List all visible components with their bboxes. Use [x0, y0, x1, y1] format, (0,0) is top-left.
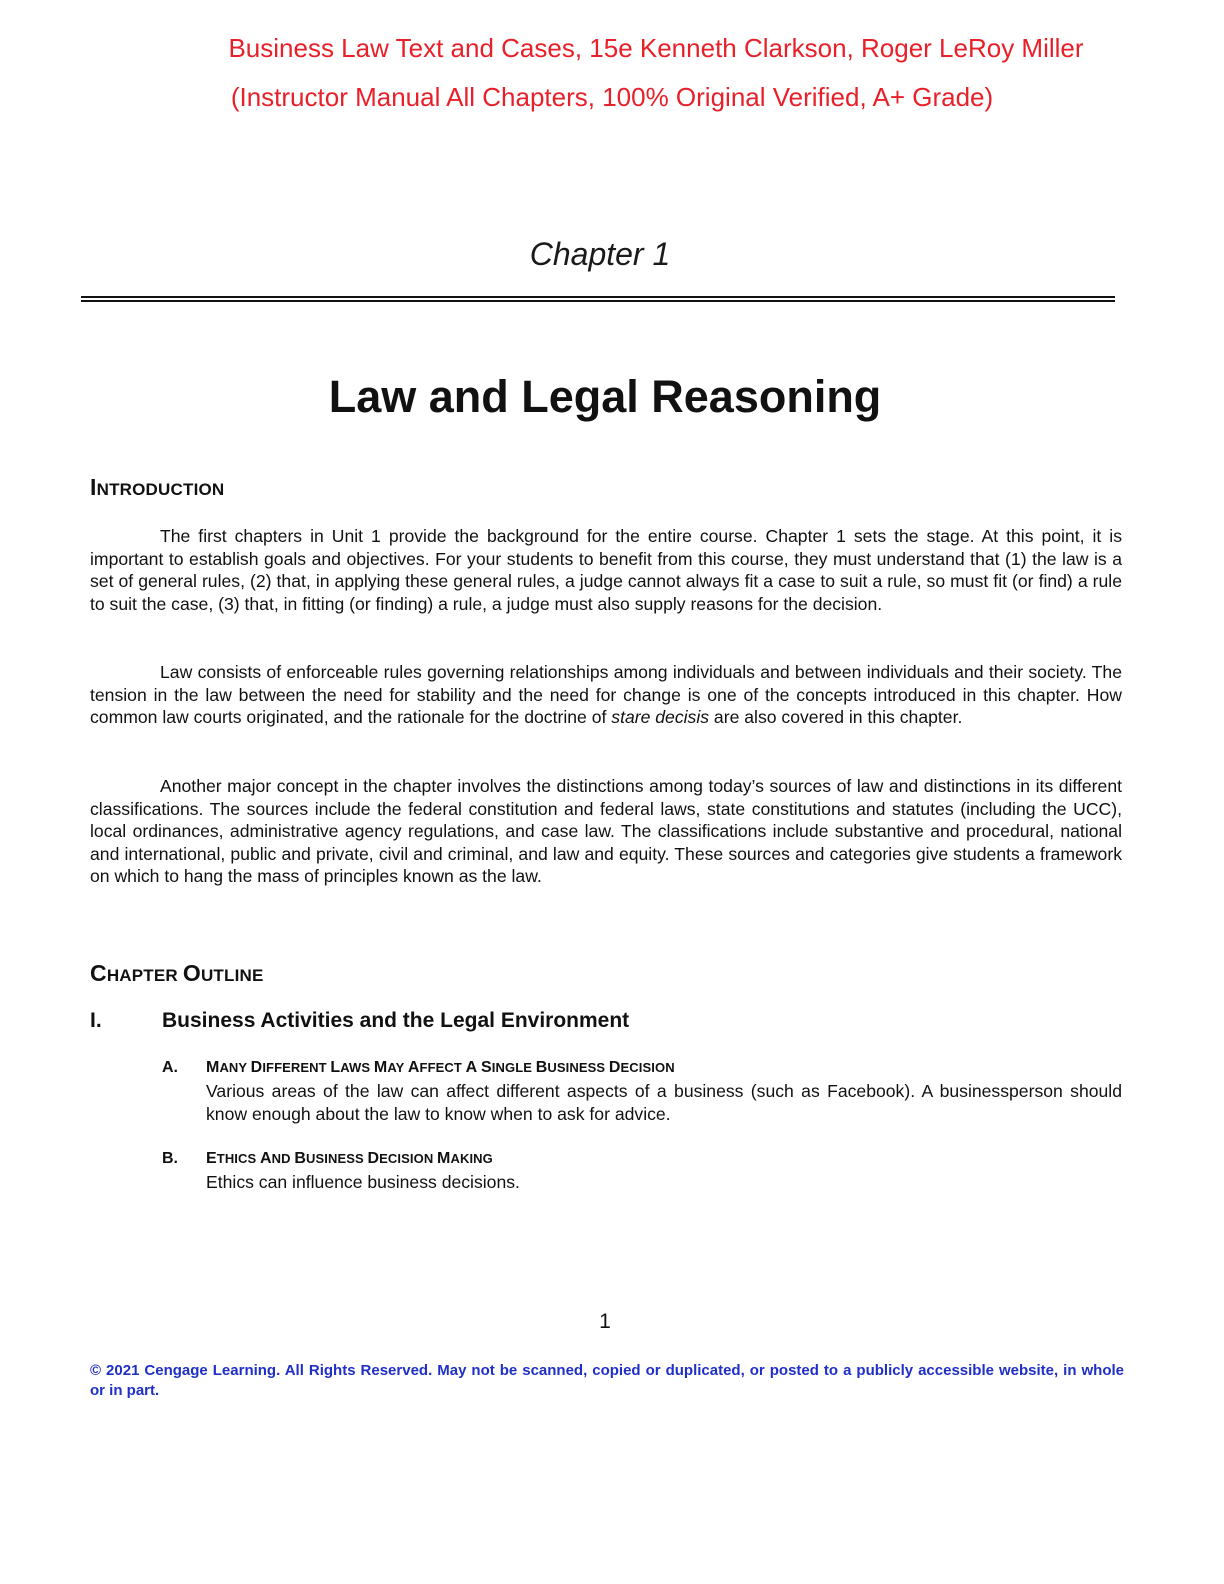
- chapter-label: Chapter 1: [529, 236, 671, 272]
- outline-item-a-body: Various areas of the law can affect different aspects of a business (such as Facebook). A businessperson should know enough about the law to know when to ask for advice.: [206, 1081, 1122, 1124]
- outline-heading-part-1: HAPTER: [106, 966, 183, 985]
- chapter-outline-heading: [90, 960, 264, 987]
- outline-item-b-title: ETHICS AND BUSINESS DECISION MAKING: [206, 1150, 493, 1167]
- banner-line-2: (Instructor Manual All Chapters, 100% Original Verified, A+ Grade): [230, 82, 994, 112]
- page-number: 1: [599, 1310, 611, 1333]
- intro-paragraph-2: [90, 661, 1122, 729]
- copyright-footer: © 2021 Cengage Learning. All Rights Reserved. May not be scanned, copied or duplicated, or posted to a publicly accessible website, in whole or in part.: [90, 1362, 1124, 1399]
- divider-rule-bottom: [81, 300, 1115, 302]
- intro-paragraph-3: Another major concept in the chapter involves the distinctions among today’s sources of law and distinctions in its different classifications. The sources include the federal constitution and federal laws, state constitutions and statutes (including the UCC), local ordinances, administrative agency regulations, and case law. The classifications include substantive and procedural, national and international, public and private, civil and criminal, and law and equity. These sources and categories give students a framework on which to hang the mass of principles known as the law.: [90, 776, 1122, 887]
- introduction-heading: [90, 474, 224, 501]
- intro-paragraph-2-text-a: Law consists of enforceable rules governing relationships among individuals and between individuals and their society. The tension in the law between the need for stability and the need for change is one of the concepts introduced in this chapter. How common law courts originated, and the rationale for the doctrine of: [90, 662, 1122, 728]
- outline-heading-part-2: UTLINE: [200, 966, 264, 985]
- introduction-heading-initial: I: [90, 474, 97, 500]
- intro-paragraph-2-text-b: are also covered in this chapter.: [709, 707, 963, 728]
- introduction-heading-rest: NTRODUCTION: [96, 480, 225, 499]
- intro-paragraph-1: The first chapters in Unit 1 provide the background for the entire course. Chapter 1 sets the stage. At this point, it is important to establish goals and objectives. For your students to benefit from this course, they must understand that (1) the law is a set of general rules, (2) that, in applying these general rules, a judge cannot always fit a case to suit a rule, so must fit (or find) a rule to suit the case, (3) that, in fitting (or finding) a rule, a judge must also supply reasons for the decision.: [90, 526, 1122, 614]
- outline-section-title: Business Activities and the Legal Environment: [162, 1009, 630, 1032]
- outline-heading-initial-o: O: [182, 960, 201, 986]
- outline-item-a-letter: A.: [162, 1059, 178, 1076]
- outline-item-a-title: MANY DIFFERENT LAWS MAY AFFECT A SINGLE BUSINESS DECISION: [206, 1059, 675, 1076]
- outline-heading-initial-c: C: [90, 960, 107, 986]
- outline-item-b-letter: B.: [162, 1150, 178, 1167]
- outline-section-numeral: I.: [90, 1009, 102, 1032]
- chapter-title: Law and Legal Reasoning: [328, 371, 882, 422]
- banner-line-1: Business Law Text and Cases, 15e Kenneth Clarkson, Roger LeRoy Miller: [228, 33, 1084, 63]
- divider-rule-top: [81, 296, 1115, 298]
- outline-item-b-body: Ethics can influence business decisions.: [206, 1172, 520, 1192]
- intro-paragraph-2-italic: stare decisis: [611, 707, 710, 728]
